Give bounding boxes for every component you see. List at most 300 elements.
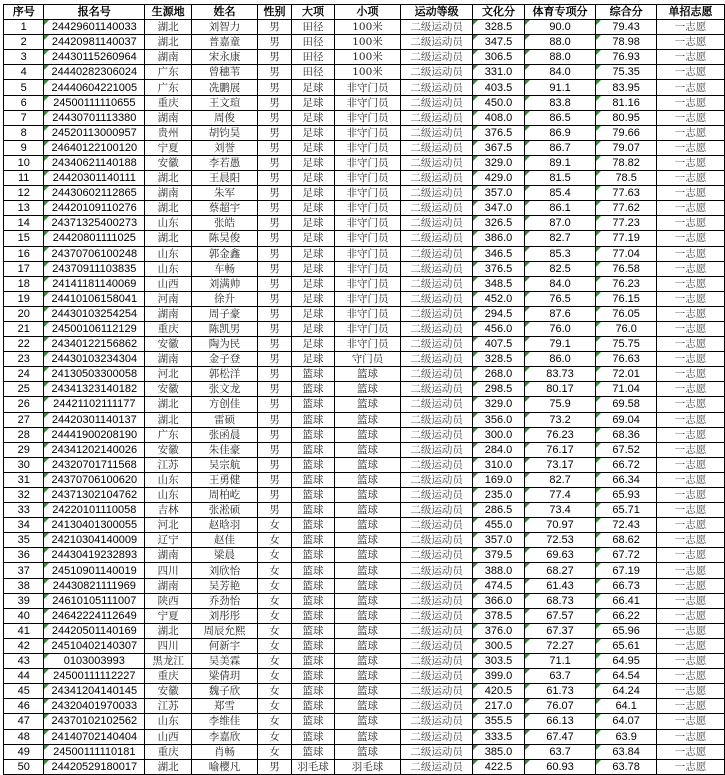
cell-culture-score: 169.0 xyxy=(473,472,524,487)
cell-total-score: 77.19 xyxy=(596,231,657,246)
cell-name: 王文瑄 xyxy=(192,95,258,110)
cell-athlete-level: 二级运动员 xyxy=(400,714,472,729)
cell-gender: 男 xyxy=(257,321,291,336)
cell-sport-score: 80.17 xyxy=(524,382,596,397)
cell-culture-score: 355.5 xyxy=(473,714,524,729)
table-row xyxy=(4,638,725,653)
cell-reg-no: 24370706100248 xyxy=(44,246,145,261)
cell-origin: 广东 xyxy=(145,427,192,442)
cell-gender: 男 xyxy=(257,231,291,246)
cell-reg-no: 24130503300058 xyxy=(44,367,145,382)
cell-preference: 一志愿 xyxy=(656,231,724,246)
cell-origin: 山东 xyxy=(145,261,192,276)
cell-preference: 一志愿 xyxy=(656,65,724,80)
cell-name: 乔劲怡 xyxy=(192,593,258,608)
cell-preference: 一志愿 xyxy=(656,155,724,170)
cell-athlete-level: 二级运动员 xyxy=(400,201,472,216)
cell-athlete-level: 二级运动员 xyxy=(400,155,472,170)
cell-name: 刘智力 xyxy=(192,20,258,35)
cell-total-score: 72.01 xyxy=(596,367,657,382)
cell-sport: 篮球 xyxy=(291,744,334,759)
cell-seq: 50 xyxy=(4,759,44,774)
cell-athlete-level: 二级运动员 xyxy=(400,261,472,276)
cell-total-score: 66.73 xyxy=(596,578,657,593)
cell-athlete-level: 二级运动员 xyxy=(400,654,472,669)
cell-event: 非守门员 xyxy=(335,171,401,186)
cell-culture-score: 329.0 xyxy=(473,155,524,170)
cell-seq: 14 xyxy=(4,216,44,231)
cell-gender: 男 xyxy=(257,155,291,170)
cell-reg-no: 24130401300055 xyxy=(44,518,145,533)
cell-total-score: 65.71 xyxy=(596,503,657,518)
cell-total-score: 76.0 xyxy=(596,321,657,336)
cell-seq: 25 xyxy=(4,382,44,397)
table-row xyxy=(4,699,725,714)
cell-event: 篮球 xyxy=(335,518,401,533)
cell-reg-no: 24430821111969 xyxy=(44,578,145,593)
cell-gender: 男 xyxy=(257,276,291,291)
cell-sport-score: 72.27 xyxy=(524,638,596,653)
cell-origin: 湖北 xyxy=(145,759,192,774)
cell-gender: 女 xyxy=(257,593,291,608)
cell-seq: 21 xyxy=(4,321,44,336)
cell-sport-score: 86.7 xyxy=(524,140,596,155)
cell-name: 雷硕 xyxy=(192,412,258,427)
cell-reg-no: 24430115260964 xyxy=(44,50,145,65)
cell-event: 篮球 xyxy=(335,729,401,744)
cell-gender: 女 xyxy=(257,699,291,714)
cell-preference: 一志愿 xyxy=(656,593,724,608)
header-preference: 单招志愿 xyxy=(656,5,724,20)
cell-name: 李嘉欣 xyxy=(192,729,258,744)
cell-gender: 男 xyxy=(257,503,291,518)
cell-athlete-level: 二级运动员 xyxy=(400,231,472,246)
cell-sport: 篮球 xyxy=(291,654,334,669)
cell-total-score: 64.07 xyxy=(596,714,657,729)
cell-origin: 山东 xyxy=(145,488,192,503)
table-row xyxy=(4,321,725,336)
cell-origin: 重庆 xyxy=(145,744,192,759)
cell-sport-score: 77.4 xyxy=(524,488,596,503)
cell-preference: 一志愿 xyxy=(656,669,724,684)
cell-name: 周子豪 xyxy=(192,306,258,321)
cell-reg-no: 24430602112865 xyxy=(44,186,145,201)
cell-sport-score: 63.7 xyxy=(524,669,596,684)
cell-gender: 女 xyxy=(257,533,291,548)
table-row xyxy=(4,608,725,623)
table-row xyxy=(4,654,725,669)
cell-athlete-level: 二级运动员 xyxy=(400,291,472,306)
cell-preference: 一志愿 xyxy=(656,186,724,201)
cell-sport: 足球 xyxy=(291,231,334,246)
cell-seq: 34 xyxy=(4,518,44,533)
cell-total-score: 83.95 xyxy=(596,80,657,95)
cell-sport: 篮球 xyxy=(291,669,334,684)
cell-preference: 一志愿 xyxy=(656,80,724,95)
cell-sport-score: 75.9 xyxy=(524,397,596,412)
cell-seq: 26 xyxy=(4,397,44,412)
cell-sport: 足球 xyxy=(291,155,334,170)
cell-total-score: 76.05 xyxy=(596,306,657,321)
cell-name: 胡钧昊 xyxy=(192,125,258,140)
cell-sport-score: 73.2 xyxy=(524,412,596,427)
cell-reg-no: 24410106158041 xyxy=(44,291,145,306)
cell-sport: 篮球 xyxy=(291,563,334,578)
cell-sport: 足球 xyxy=(291,171,334,186)
cell-reg-no: 24341204140145 xyxy=(44,684,145,699)
table-row xyxy=(4,50,725,65)
cell-athlete-level: 二级运动员 xyxy=(400,125,472,140)
cell-seq: 45 xyxy=(4,684,44,699)
cell-culture-score: 422.5 xyxy=(473,759,524,774)
cell-athlete-level: 二级运动员 xyxy=(400,321,472,336)
cell-origin: 黑龙江 xyxy=(145,654,192,669)
cell-preference: 一志愿 xyxy=(656,699,724,714)
cell-name: 陶为民 xyxy=(192,337,258,352)
cell-sport-score: 91.1 xyxy=(524,80,596,95)
cell-name: 冼鹏展 xyxy=(192,80,258,95)
cell-gender: 男 xyxy=(257,412,291,427)
cell-name: 张文龙 xyxy=(192,382,258,397)
cell-sport: 足球 xyxy=(291,201,334,216)
cell-reg-no: 24340621140188 xyxy=(44,155,145,170)
cell-seq: 1 xyxy=(4,20,44,35)
cell-seq: 2 xyxy=(4,35,44,50)
cell-origin: 湖南 xyxy=(145,186,192,201)
cell-event: 篮球 xyxy=(335,684,401,699)
cell-origin: 山西 xyxy=(145,729,192,744)
cell-seq: 28 xyxy=(4,427,44,442)
cell-origin: 湖北 xyxy=(145,397,192,412)
cell-athlete-level: 二级运动员 xyxy=(400,50,472,65)
cell-culture-score: 408.0 xyxy=(473,110,524,125)
cell-culture-score: 300.5 xyxy=(473,638,524,653)
cell-name: 张淞硕 xyxy=(192,503,258,518)
cell-reg-no: 0103003993 xyxy=(44,654,145,669)
cell-event: 篮球 xyxy=(335,533,401,548)
cell-sport: 篮球 xyxy=(291,533,334,548)
cell-culture-score: 456.0 xyxy=(473,321,524,336)
cell-seq: 9 xyxy=(4,140,44,155)
cell-seq: 36 xyxy=(4,548,44,563)
cell-event: 羽毛球 xyxy=(335,759,401,774)
cell-event: 篮球 xyxy=(335,503,401,518)
cell-total-score: 77.23 xyxy=(596,216,657,231)
cell-sport-score: 76.17 xyxy=(524,442,596,457)
cell-gender: 女 xyxy=(257,623,291,638)
cell-total-score: 76.58 xyxy=(596,261,657,276)
cell-reg-no: 24430103234304 xyxy=(44,352,145,367)
cell-reg-no: 24370102102562 xyxy=(44,714,145,729)
cell-sport-score: 88.0 xyxy=(524,50,596,65)
cell-event: 篮球 xyxy=(335,397,401,412)
cell-culture-score: 333.5 xyxy=(473,729,524,744)
cell-sport-score: 87.6 xyxy=(524,306,596,321)
cell-sport-score: 61.73 xyxy=(524,684,596,699)
cell-total-score: 78.82 xyxy=(596,155,657,170)
table-row xyxy=(4,563,725,578)
cell-reg-no: 24610105111007 xyxy=(44,593,145,608)
cell-preference: 一志愿 xyxy=(656,35,724,50)
cell-name: 徐升 xyxy=(192,291,258,306)
cell-athlete-level: 二级运动员 xyxy=(400,563,472,578)
cell-seq: 31 xyxy=(4,472,44,487)
cell-sport-score: 82.7 xyxy=(524,231,596,246)
cell-athlete-level: 二级运动员 xyxy=(400,684,472,699)
cell-culture-score: 294.5 xyxy=(473,306,524,321)
cell-origin: 陕西 xyxy=(145,593,192,608)
cell-athlete-level: 二级运动员 xyxy=(400,95,472,110)
cell-preference: 一志愿 xyxy=(656,171,724,186)
cell-preference: 一志愿 xyxy=(656,533,724,548)
cell-culture-score: 452.0 xyxy=(473,291,524,306)
table-row xyxy=(4,759,725,774)
cell-gender: 女 xyxy=(257,563,291,578)
cell-origin: 湖北 xyxy=(145,201,192,216)
cell-name: 吴宗航 xyxy=(192,457,258,472)
cell-preference: 一志愿 xyxy=(656,352,724,367)
cell-sport-score: 76.5 xyxy=(524,291,596,306)
cell-origin: 江苏 xyxy=(145,699,192,714)
cell-event: 非守门员 xyxy=(335,140,401,155)
cell-seq: 20 xyxy=(4,306,44,321)
table-row xyxy=(4,155,725,170)
cell-preference: 一志愿 xyxy=(656,503,724,518)
cell-name: 肖畅 xyxy=(192,744,258,759)
cell-reg-no: 24371302104762 xyxy=(44,488,145,503)
cell-sport: 田径 xyxy=(291,35,334,50)
cell-sport-score: 90.0 xyxy=(524,20,596,35)
cell-seq: 4 xyxy=(4,65,44,80)
cell-athlete-level: 二级运动员 xyxy=(400,110,472,125)
cell-preference: 一志愿 xyxy=(656,216,724,231)
cell-preference: 一志愿 xyxy=(656,684,724,699)
cell-seq: 27 xyxy=(4,412,44,427)
cell-culture-score: 326.5 xyxy=(473,216,524,231)
cell-gender: 男 xyxy=(257,759,291,774)
table-row xyxy=(4,623,725,638)
cell-sport: 篮球 xyxy=(291,548,334,563)
cell-culture-score: 306.5 xyxy=(473,50,524,65)
cell-origin: 重庆 xyxy=(145,321,192,336)
header-sport: 大项 xyxy=(291,5,334,20)
cell-origin: 重庆 xyxy=(145,95,192,110)
cell-culture-score: 376.5 xyxy=(473,261,524,276)
cell-gender: 男 xyxy=(257,50,291,65)
cell-seq: 44 xyxy=(4,669,44,684)
cell-name: 刘誉 xyxy=(192,140,258,155)
cell-name: 王晨阳 xyxy=(192,171,258,186)
cell-sport-score: 82.5 xyxy=(524,261,596,276)
cell-athlete-level: 二级运动员 xyxy=(400,171,472,186)
cell-name: 李维佳 xyxy=(192,714,258,729)
cell-gender: 女 xyxy=(257,638,291,653)
cell-athlete-level: 二级运动员 xyxy=(400,382,472,397)
cell-preference: 一志愿 xyxy=(656,50,724,65)
cell-sport: 篮球 xyxy=(291,578,334,593)
cell-event: 100米 xyxy=(335,35,401,50)
cell-name: 何新宇 xyxy=(192,638,258,653)
cell-preference: 一志愿 xyxy=(656,442,724,457)
cell-reg-no: 24340122156862 xyxy=(44,337,145,352)
cell-seq: 19 xyxy=(4,291,44,306)
cell-total-score: 65.96 xyxy=(596,623,657,638)
cell-seq: 11 xyxy=(4,171,44,186)
cell-origin: 河北 xyxy=(145,367,192,382)
cell-origin: 山西 xyxy=(145,276,192,291)
cell-sport: 足球 xyxy=(291,216,334,231)
cell-event: 100米 xyxy=(335,50,401,65)
cell-event: 篮球 xyxy=(335,382,401,397)
cell-sport: 足球 xyxy=(291,80,334,95)
cell-sport: 田径 xyxy=(291,50,334,65)
cell-sport: 足球 xyxy=(291,246,334,261)
cell-culture-score: 300.0 xyxy=(473,427,524,442)
cell-name: 曾穗苇 xyxy=(192,65,258,80)
cell-reg-no: 24441900208190 xyxy=(44,427,145,442)
cell-athlete-level: 二级运动员 xyxy=(400,759,472,774)
cell-origin: 湖北 xyxy=(145,35,192,50)
table-row xyxy=(4,171,725,186)
cell-gender: 男 xyxy=(257,140,291,155)
cell-total-score: 69.58 xyxy=(596,397,657,412)
cell-sport-score: 86.5 xyxy=(524,110,596,125)
cell-seq: 29 xyxy=(4,442,44,457)
cell-culture-score: 328.5 xyxy=(473,352,524,367)
cell-origin: 湖北 xyxy=(145,412,192,427)
cell-gender: 男 xyxy=(257,457,291,472)
cell-preference: 一志愿 xyxy=(656,518,724,533)
cell-preference: 一志愿 xyxy=(656,125,724,140)
cell-reg-no: 24642224112649 xyxy=(44,608,145,623)
cell-name: 金子登 xyxy=(192,352,258,367)
cell-gender: 男 xyxy=(257,397,291,412)
cell-total-score: 64.95 xyxy=(596,654,657,669)
cell-event: 篮球 xyxy=(335,714,401,729)
cell-culture-score: 388.0 xyxy=(473,563,524,578)
cell-seq: 18 xyxy=(4,276,44,291)
cell-preference: 一志愿 xyxy=(656,276,724,291)
cell-seq: 38 xyxy=(4,578,44,593)
cell-event: 非守门员 xyxy=(335,110,401,125)
cell-gender: 女 xyxy=(257,578,291,593)
cell-event: 篮球 xyxy=(335,578,401,593)
cell-event: 篮球 xyxy=(335,548,401,563)
cell-total-score: 66.22 xyxy=(596,608,657,623)
cell-sport-score: 63.7 xyxy=(524,744,596,759)
cell-reg-no: 24420109110276 xyxy=(44,201,145,216)
cell-total-score: 63.78 xyxy=(596,759,657,774)
cell-seq: 7 xyxy=(4,110,44,125)
cell-culture-score: 357.0 xyxy=(473,186,524,201)
cell-name: 王勇健 xyxy=(192,472,258,487)
cell-preference: 一志愿 xyxy=(656,563,724,578)
cell-origin: 安徽 xyxy=(145,337,192,352)
table-row xyxy=(4,442,725,457)
cell-origin: 安徽 xyxy=(145,382,192,397)
cell-seq: 40 xyxy=(4,608,44,623)
cell-name: 喻樱凡 xyxy=(192,759,258,774)
cell-total-score: 76.63 xyxy=(596,352,657,367)
cell-sport-score: 83.8 xyxy=(524,95,596,110)
admission-results-table xyxy=(3,4,725,775)
cell-preference: 一志愿 xyxy=(656,261,724,276)
cell-origin: 湖南 xyxy=(145,352,192,367)
cell-preference: 一志愿 xyxy=(656,337,724,352)
cell-seq: 10 xyxy=(4,155,44,170)
table-row xyxy=(4,216,725,231)
cell-preference: 一志愿 xyxy=(656,291,724,306)
cell-reg-no: 24500111110655 xyxy=(44,95,145,110)
cell-reg-no: 24500111110181 xyxy=(44,744,145,759)
cell-seq: 48 xyxy=(4,729,44,744)
cell-sport-score: 86.0 xyxy=(524,352,596,367)
cell-origin: 广东 xyxy=(145,65,192,80)
cell-reg-no: 24220101110058 xyxy=(44,503,145,518)
cell-culture-score: 378.5 xyxy=(473,608,524,623)
cell-total-score: 69.04 xyxy=(596,412,657,427)
cell-preference: 一志愿 xyxy=(656,397,724,412)
cell-seq: 35 xyxy=(4,533,44,548)
cell-origin: 湖南 xyxy=(145,548,192,563)
cell-gender: 女 xyxy=(257,744,291,759)
cell-total-score: 80.95 xyxy=(596,110,657,125)
cell-name: 吴芳艳 xyxy=(192,578,258,593)
table-row xyxy=(4,337,725,352)
cell-preference: 一志愿 xyxy=(656,246,724,261)
table-row xyxy=(4,80,725,95)
cell-total-score: 65.61 xyxy=(596,638,657,653)
cell-preference: 一志愿 xyxy=(656,729,724,744)
cell-culture-score: 455.0 xyxy=(473,518,524,533)
table-row xyxy=(4,352,725,367)
cell-name: 车畅 xyxy=(192,261,258,276)
cell-sport-score: 87.0 xyxy=(524,216,596,231)
cell-seq: 42 xyxy=(4,638,44,653)
header-row xyxy=(4,5,725,20)
cell-seq: 6 xyxy=(4,95,44,110)
cell-gender: 男 xyxy=(257,306,291,321)
cell-name: 梁倩玥 xyxy=(192,669,258,684)
cell-sport: 篮球 xyxy=(291,397,334,412)
cell-gender: 男 xyxy=(257,427,291,442)
cell-gender: 男 xyxy=(257,95,291,110)
table-row xyxy=(4,488,725,503)
cell-culture-score: 386.0 xyxy=(473,231,524,246)
cell-reg-no: 24140702140404 xyxy=(44,729,145,744)
cell-preference: 一志愿 xyxy=(656,367,724,382)
table-body xyxy=(4,20,725,775)
cell-name: 李若愚 xyxy=(192,155,258,170)
header-culture-score: 文化分 xyxy=(473,5,524,20)
table-row xyxy=(4,261,725,276)
cell-event: 非守门员 xyxy=(335,261,401,276)
cell-origin: 湖南 xyxy=(145,306,192,321)
cell-seq: 37 xyxy=(4,563,44,578)
cell-seq: 16 xyxy=(4,246,44,261)
cell-gender: 男 xyxy=(257,246,291,261)
cell-event: 篮球 xyxy=(335,412,401,427)
cell-preference: 一志愿 xyxy=(656,623,724,638)
cell-sport-score: 67.37 xyxy=(524,623,596,638)
cell-seq: 13 xyxy=(4,201,44,216)
cell-athlete-level: 二级运动员 xyxy=(400,412,472,427)
cell-reg-no: 24371325400273 xyxy=(44,216,145,231)
table-row xyxy=(4,714,725,729)
cell-sport-score: 73.4 xyxy=(524,503,596,518)
cell-origin: 湖南 xyxy=(145,110,192,125)
cell-culture-score: 474.5 xyxy=(473,578,524,593)
